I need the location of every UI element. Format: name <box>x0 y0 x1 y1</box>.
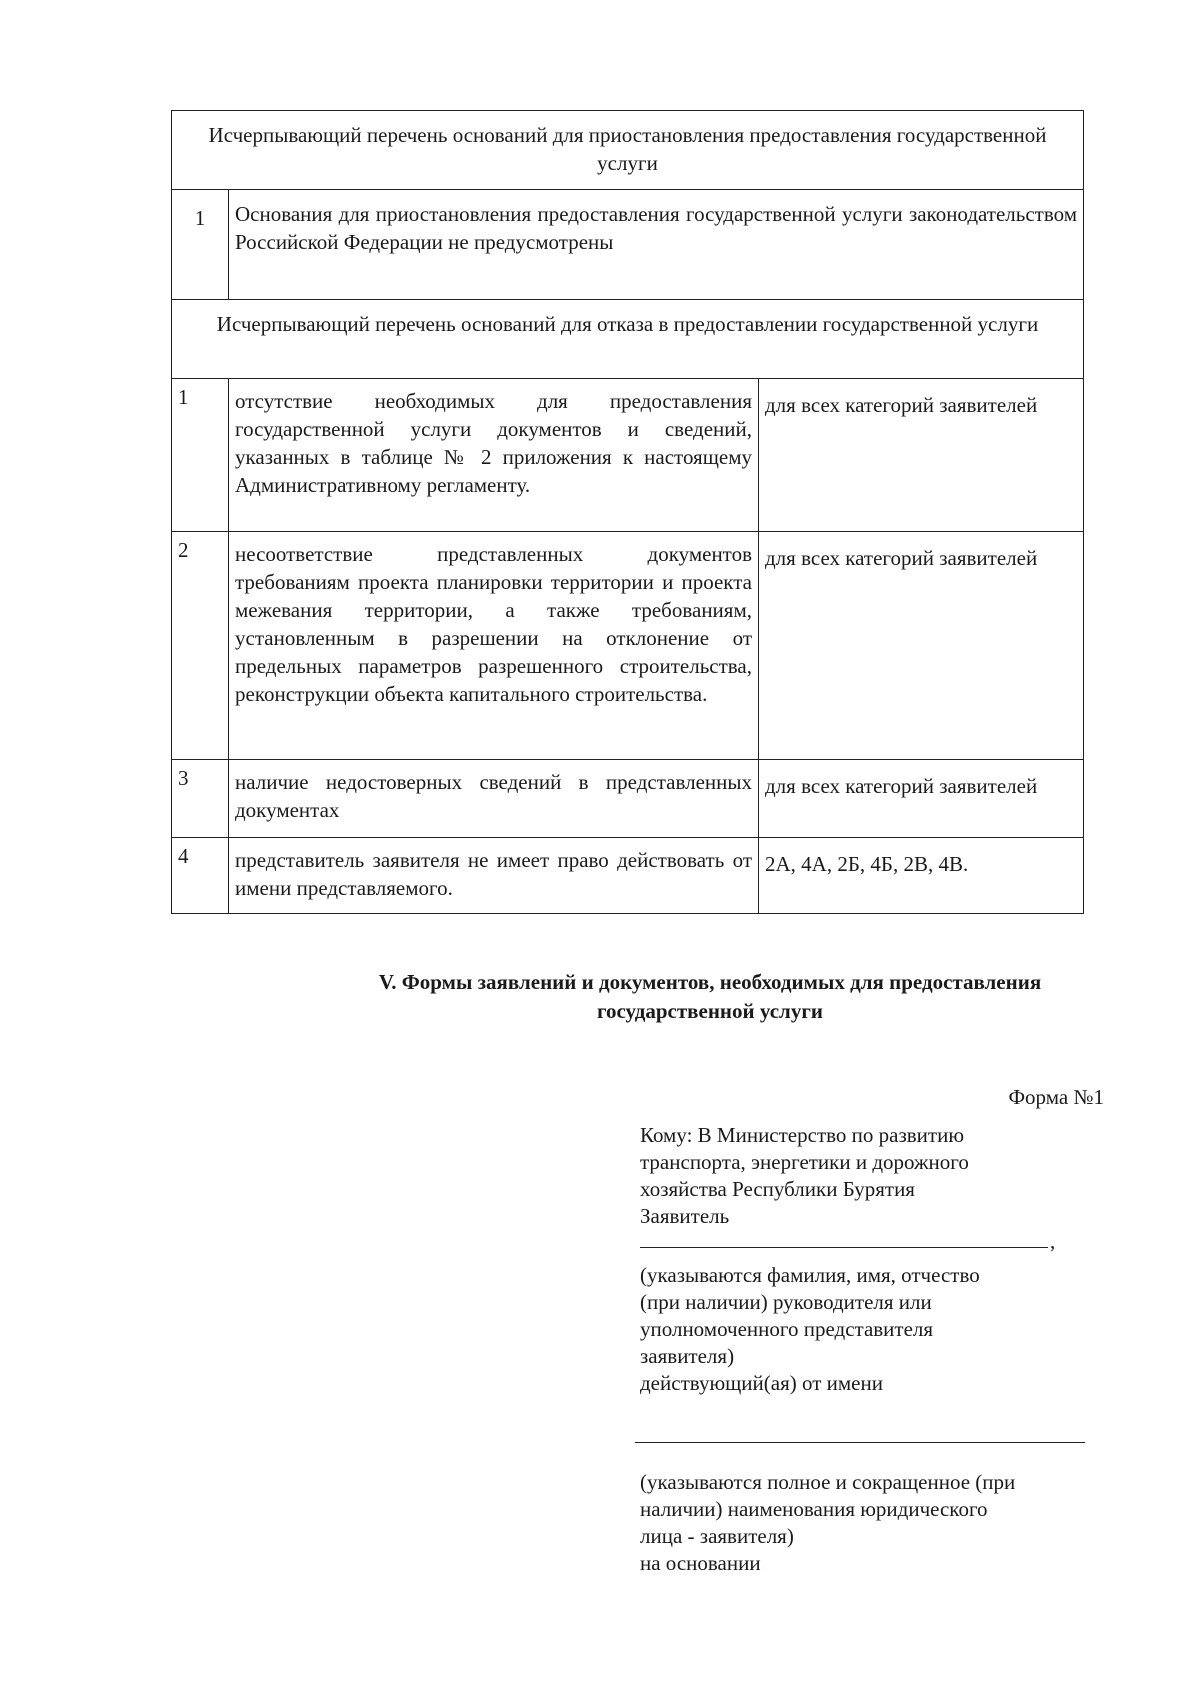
refusal-text: несоответствие представленных документов требованиям проекта планировки территории и проекта межевания территории, а также требованиям, установленным в разрешении на отклонение от предельных параметров разрешенного строительства, реконструкции объекта капитального строительства. <box>229 532 759 760</box>
trailing-comma: , <box>1050 1229 1056 1253</box>
entity-name-field <box>640 1397 1100 1455</box>
grounds-table <box>171 110 1084 914</box>
hint-line: лица - заявителя) <box>640 1524 794 1548</box>
addressee-line: транспорта, энергетики и дорожного <box>640 1150 969 1174</box>
hint-line: наличии) наименования юридического <box>640 1497 988 1521</box>
suspension-text: Основания для приостановления предоставления государственной услуги законодательством Российской Федерации не предусмотрены <box>229 190 1084 300</box>
hint-line: (указываются фамилия, имя, отчество <box>640 1263 980 1287</box>
form-number: Форма №1 <box>1008 1085 1104 1109</box>
suspension-heading: Исчерпывающий перечень оснований для приостановления предоставления государственной услуги <box>172 111 1084 190</box>
row-number: 1 <box>172 379 229 532</box>
refusal-text: наличие недостоверных сведений в представленных документах <box>229 760 759 838</box>
refusal-row <box>172 379 1084 532</box>
row-number: 4 <box>172 838 229 914</box>
refusal-text: представитель заявителя не имеет право действовать от имени представляемого. <box>229 838 759 914</box>
suspension-heading-row <box>172 111 1084 190</box>
refusal-heading-row <box>172 300 1084 379</box>
refusal-text: отсутствие необходимых для предоставления государственной услуги документов и сведений, указанных в таблице № 2 приложения к настоящему Административному регламенту. <box>229 379 759 532</box>
suspension-row <box>172 190 1084 300</box>
refusal-row <box>172 760 1084 838</box>
addressee-line: хозяйства Республики Бурятия <box>640 1177 915 1201</box>
addressee-line: Кому: В Министерство по развитию <box>640 1123 965 1147</box>
hint-line: (указываются полное и сокращенное (при <box>640 1470 1016 1494</box>
refusal-heading: Исчерпывающий перечень оснований для отказа в предоставлении государственной услуги <box>172 300 1084 379</box>
hint-line: на основании <box>640 1551 761 1575</box>
row-number: 3 <box>172 760 229 838</box>
hint-line: уполномоченного представителя <box>640 1317 934 1341</box>
hint-line: заявителя) <box>640 1344 735 1368</box>
hint-line: (при наличии) руководителя или <box>640 1290 932 1314</box>
addressee-line: Заявитель <box>640 1204 730 1228</box>
applicant-category: для всех категорий заявителей <box>759 532 1084 760</box>
blank-line <box>640 1247 1048 1248</box>
hint-line: действующий(ая) от имени <box>640 1371 883 1395</box>
section-title <box>310 968 1110 1026</box>
row-number: 2 <box>172 532 229 760</box>
section-title-line: V. Формы заявлений и документов, необходимых для предоставления <box>378 970 1042 994</box>
refusal-row <box>172 532 1084 760</box>
applicant-category: 2А, 4А, 2Б, 4Б, 2В, 4В. <box>759 838 1084 914</box>
addressee-block <box>640 1122 1100 1577</box>
applicant-category: для всех категорий заявителей <box>759 760 1084 838</box>
section-title-line: государственной услуги <box>597 999 823 1023</box>
applicant-name-field <box>640 1230 1100 1262</box>
applicant-category: для всех категорий заявителей <box>759 379 1084 532</box>
refusal-row <box>172 838 1084 914</box>
row-number: 1 <box>172 190 229 300</box>
blank-line <box>635 1442 1085 1443</box>
